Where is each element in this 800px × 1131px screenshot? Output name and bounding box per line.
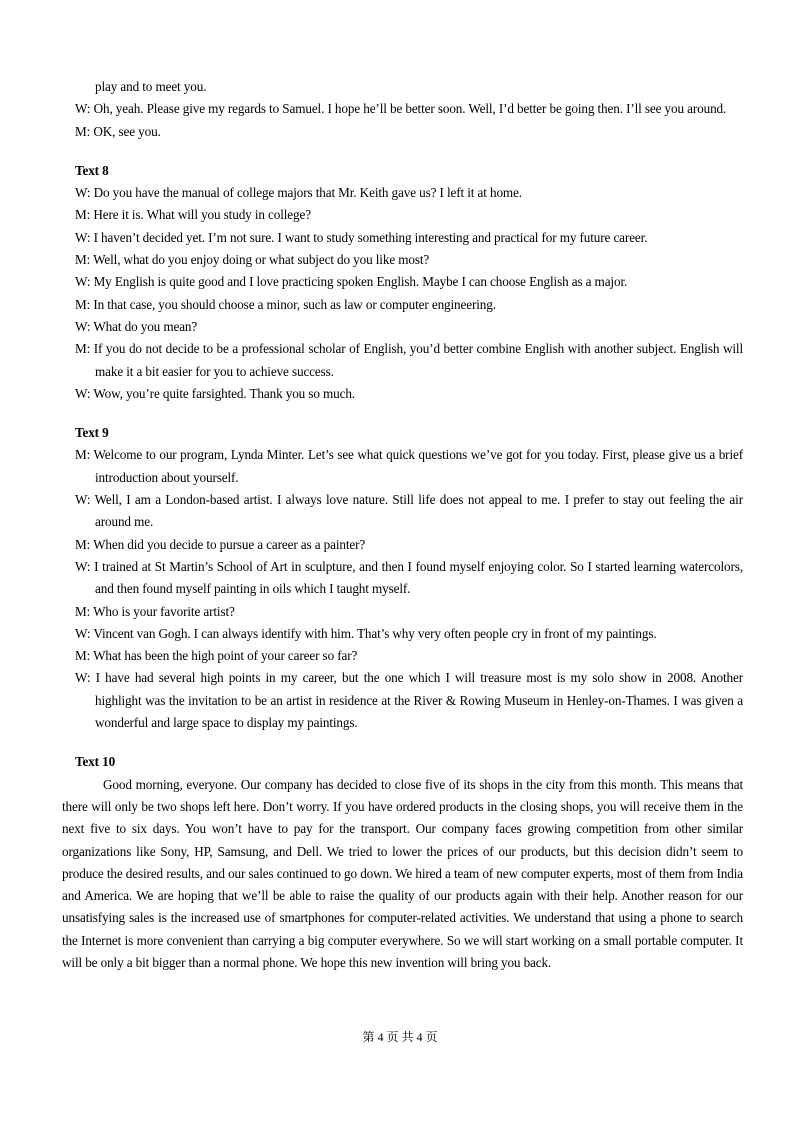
speaker-label: M: bbox=[75, 252, 91, 268]
dialogue-line bbox=[75, 98, 743, 120]
section-text7-continuation bbox=[75, 76, 743, 143]
dialogue-line bbox=[75, 623, 743, 645]
speaker-label: W: bbox=[75, 385, 91, 401]
speaker-label: M: bbox=[75, 123, 91, 139]
dialogue-text: I have had several high points in my career, but the one which I will treasure most is my solo show in 2008. Another highlight was the invitation to be an artist in residence at the River & Rowing Museum in Henley-on-Thames. I was given a wonderful and large space to display my paintings. bbox=[95, 670, 743, 731]
dialogue-line bbox=[75, 556, 743, 601]
dialogue-line bbox=[75, 227, 743, 249]
speaker-label: W: bbox=[75, 625, 91, 641]
transcript-content bbox=[62, 76, 743, 974]
dialogue-line bbox=[75, 338, 743, 383]
speaker-label: W: bbox=[75, 492, 91, 508]
speaker-label: W: bbox=[75, 229, 91, 245]
dialogue-line bbox=[75, 271, 743, 293]
dialogue-line bbox=[75, 249, 743, 271]
section-heading-text9: Text 9 bbox=[75, 425, 109, 441]
dialogue-line bbox=[75, 489, 743, 534]
dialogue-line bbox=[75, 182, 743, 204]
dialogue-line bbox=[75, 383, 743, 405]
speaker-label: M: bbox=[75, 447, 91, 463]
dialogue-text: If you do not decide to be a professional scholar of English, you’d better combine English with another subject. English will make it a bit easier for you to achieve success. bbox=[93, 341, 743, 379]
dialogue-line bbox=[75, 645, 743, 667]
dialogue-line bbox=[75, 76, 743, 98]
speaker-label: M: bbox=[75, 296, 91, 312]
dialogue-text: I haven’t decided yet. I’m not sure. I want to study something interesting and practical for my future career. bbox=[93, 229, 648, 245]
speaker-label: M: bbox=[75, 341, 91, 357]
dialogue-text: play and to meet you. bbox=[95, 79, 207, 94]
dialogue-text: My English is quite good and I love practicing spoken English. Maybe I can choose English as a major. bbox=[93, 274, 628, 290]
page-number: 第 4 页 共 4 页 bbox=[362, 1030, 438, 1044]
speaker-label: W: bbox=[75, 185, 91, 201]
dialogue-text: Well, I am a London-based artist. I always love nature. Still life does not appeal to me. I prefer to stay out feeling the air around me. bbox=[94, 492, 743, 530]
dialogue-text: Wow, you’re quite farsighted. Thank you so much. bbox=[93, 385, 355, 401]
dialogue-line bbox=[75, 294, 743, 316]
dialogue-text: Welcome to our program, Lynda Minter. Let’s see what quick questions we’ve got for you today. First, please give us a brief introduction about yourself. bbox=[93, 447, 743, 485]
speaker-label: M: bbox=[75, 207, 91, 223]
section-text8 bbox=[75, 182, 743, 405]
dialogue-text: Do you have the manual of college majors that Mr. Keith gave us? I left it at home. bbox=[93, 185, 522, 201]
dialogue-line bbox=[75, 534, 743, 556]
dialogue-text: Well, what do you enjoy doing or what subject do you like most? bbox=[93, 252, 430, 268]
section-heading-text8: Text 8 bbox=[75, 162, 109, 178]
speaker-label: W: bbox=[75, 670, 91, 686]
dialogue-text: What do you mean? bbox=[93, 318, 198, 334]
monologue-paragraph: Good morning, everyone. Our company has decided to close five of its shops in the city from this month. This means that there will only be two shops left here. Don’t worry. If you have ordered products in the closing shops, you will receive them in the next five to six days. You won’t have to pay for the transport. Our company faces growing competition from other similar organizations like Sony, HP, Samsung, and Dell. We tried to lower the prices of our products, but this decision didn’t seem to produce the desired results, and our sales continued to go down. We hired a team of new computer experts, most of them from India and America. We are hoping that we’ll be able to raise the quality of our products again with their help. Another reason for our unsatisfying sales is the increased use of smartphones for computer-related activities. We understand that using a phone to search the Internet is more convenient than carrying a big computer everywhere. So we will start working on a small portable computer. It will be only a bit bigger than a normal phone. We hope this new invention will bring you back. bbox=[62, 776, 743, 970]
dialogue-text: In that case, you should choose a minor, such as law or computer engineering. bbox=[93, 296, 496, 312]
speaker-label: M: bbox=[75, 648, 91, 664]
page-footer bbox=[0, 1026, 800, 1048]
dialogue-text: Oh, yeah. Please give my regards to Samuel. I hope he’ll be better soon. Well, I’d better be going then. I’ll see you around. bbox=[93, 101, 727, 117]
speaker-label: W: bbox=[75, 101, 91, 117]
section-text9 bbox=[75, 444, 743, 734]
dialogue-text: I trained at St Martin’s School of Art in sculpture, and then I found myself enjoying color. So I started learning watercolors, and then found myself painting in oils which I taught myself. bbox=[94, 558, 743, 597]
dialogue-text: OK, see you. bbox=[93, 123, 161, 139]
dialogue-line bbox=[75, 121, 743, 143]
speaker-label: W: bbox=[75, 318, 91, 334]
speaker-label: W: bbox=[75, 558, 91, 574]
dialogue-text: When did you decide to pursue a career as a painter? bbox=[93, 536, 366, 552]
dialogue-line bbox=[75, 316, 743, 338]
dialogue-line bbox=[75, 204, 743, 226]
dialogue-line bbox=[75, 444, 743, 489]
dialogue-line bbox=[75, 667, 743, 734]
speaker-label: M: bbox=[75, 603, 91, 619]
dialogue-text: Who is your favorite artist? bbox=[93, 603, 235, 619]
dialogue-line bbox=[75, 601, 743, 623]
dialogue-text: Here it is. What will you study in college? bbox=[93, 207, 311, 223]
dialogue-text: What has been the high point of your career so far? bbox=[93, 648, 358, 664]
speaker-label: W: bbox=[75, 274, 91, 290]
section-heading-text10: Text 10 bbox=[75, 754, 116, 770]
dialogue-text: Vincent van Gogh. I can always identify with him. That’s why very often people cry in front of my paintings. bbox=[93, 625, 657, 641]
speaker-label: M: bbox=[75, 536, 91, 552]
